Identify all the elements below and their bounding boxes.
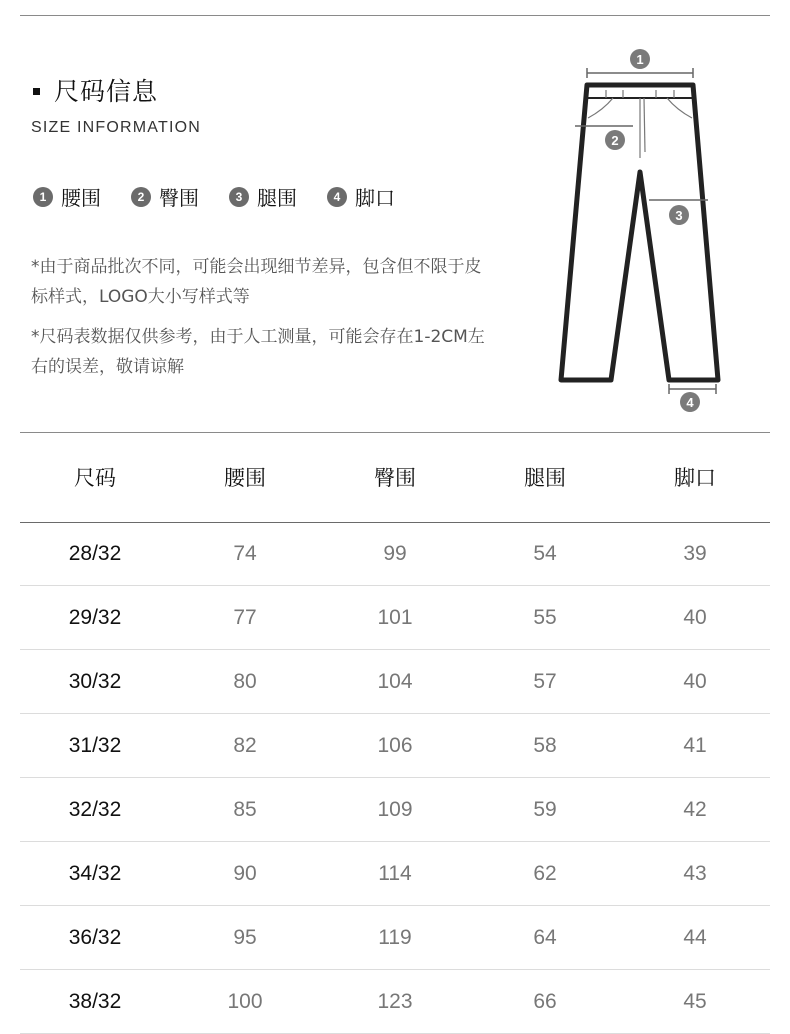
size-table bbox=[20, 432, 770, 1013]
hip-cell: 104 bbox=[377, 669, 413, 693]
table-header-row bbox=[20, 432, 770, 522]
page-subtitle: SIZE INFORMATION bbox=[31, 119, 202, 136]
marker-1-icon bbox=[630, 49, 650, 69]
waist-cell: 74 bbox=[233, 541, 257, 565]
table-row bbox=[20, 714, 770, 778]
hem-cell: 44 bbox=[683, 925, 707, 949]
title-block bbox=[33, 72, 158, 108]
hip-cell: 109 bbox=[377, 797, 413, 821]
number-badge: 3 bbox=[229, 187, 249, 207]
title-bullet bbox=[33, 88, 40, 95]
note-batch-difference: *由于商品批次不同，可能会出现细节差异，包含但不限于皮标样式，LOGO大小写样式等 bbox=[31, 257, 482, 307]
hip-cell: 106 bbox=[377, 733, 413, 757]
thigh-cell: 55 bbox=[533, 605, 557, 629]
table-row bbox=[20, 522, 770, 586]
size-cell: 38/32 bbox=[68, 989, 122, 1013]
legend-label: 腿围 bbox=[257, 186, 297, 210]
hem-cell: 40 bbox=[683, 669, 707, 693]
marker-3-label: 3 bbox=[675, 208, 683, 223]
table-row bbox=[20, 650, 770, 714]
hem-cell: 40 bbox=[683, 605, 707, 629]
waist-cell: 85 bbox=[233, 797, 257, 821]
top-divider bbox=[20, 15, 770, 16]
header-size: 尺码 bbox=[74, 466, 116, 490]
number-badge: 1 bbox=[33, 187, 53, 207]
hip-cell: 123 bbox=[377, 989, 413, 1013]
waist-cell: 90 bbox=[233, 861, 257, 885]
hem-cell: 45 bbox=[683, 989, 707, 1013]
thigh-cell: 54 bbox=[533, 541, 557, 565]
header-hem: 脚口 bbox=[674, 466, 716, 490]
header-hip: 臀围 bbox=[374, 466, 416, 490]
hem-cell: 43 bbox=[683, 861, 707, 885]
table-body bbox=[20, 522, 770, 1034]
pants-diagram bbox=[548, 40, 728, 420]
legend-label: 脚口 bbox=[355, 186, 395, 210]
number-badge: 2 bbox=[131, 187, 151, 207]
hem-cell: 41 bbox=[683, 733, 707, 757]
legend-label: 腰围 bbox=[61, 186, 101, 210]
legend-item-hem bbox=[327, 182, 395, 211]
marker-1-label: 1 bbox=[636, 52, 644, 67]
table-row bbox=[20, 778, 770, 842]
note-measurement-error: *尺码表数据仅供参考，由于人工测量，可能会存在1-2CM左右的误差，敬请谅解 bbox=[31, 327, 485, 377]
thigh-cell: 62 bbox=[533, 861, 557, 885]
thigh-cell: 57 bbox=[533, 669, 557, 693]
table-header-divider bbox=[20, 522, 770, 523]
size-cell: 36/32 bbox=[68, 925, 122, 949]
waist-cell: 77 bbox=[233, 605, 257, 629]
table-row bbox=[20, 906, 770, 970]
size-cell: 31/32 bbox=[68, 733, 122, 757]
thigh-cell: 66 bbox=[533, 989, 557, 1013]
header-thigh: 腿围 bbox=[524, 466, 566, 490]
table-row bbox=[20, 970, 770, 1034]
hip-cell: 99 bbox=[383, 541, 407, 565]
size-cell: 28/32 bbox=[68, 541, 122, 565]
waist-cell: 95 bbox=[233, 925, 257, 949]
waist-cell: 80 bbox=[233, 669, 257, 693]
thigh-cell: 64 bbox=[533, 925, 557, 949]
page-title: 尺码信息 bbox=[54, 77, 159, 106]
waist-cell: 82 bbox=[233, 733, 257, 757]
table-row bbox=[20, 586, 770, 650]
hip-cell: 101 bbox=[377, 605, 413, 629]
marker-4-icon bbox=[680, 392, 700, 412]
hip-cell: 114 bbox=[378, 861, 412, 885]
marker-2-label: 2 bbox=[611, 133, 619, 148]
header-waist: 腰围 bbox=[224, 466, 266, 490]
size-cell: 30/32 bbox=[68, 669, 122, 693]
notes-block bbox=[31, 252, 491, 392]
hem-cell: 39 bbox=[683, 541, 707, 565]
waist-cell: 100 bbox=[227, 989, 263, 1013]
legend-item-hip bbox=[131, 182, 199, 211]
table-row bbox=[20, 842, 770, 906]
marker-3-icon bbox=[669, 205, 689, 225]
hem-cell: 42 bbox=[683, 797, 707, 821]
marker-2-icon bbox=[605, 130, 625, 150]
thigh-cell: 58 bbox=[533, 733, 557, 757]
measurement-legend bbox=[33, 182, 425, 211]
legend-item-thigh bbox=[229, 182, 297, 211]
legend-label: 臀围 bbox=[159, 186, 199, 210]
marker-4-label: 4 bbox=[686, 395, 694, 410]
number-badge: 4 bbox=[327, 187, 347, 207]
size-cell: 29/32 bbox=[68, 605, 122, 629]
legend-item-waist bbox=[33, 182, 101, 211]
hip-cell: 119 bbox=[378, 925, 412, 949]
size-cell: 34/32 bbox=[68, 861, 122, 885]
size-cell: 32/32 bbox=[68, 797, 122, 821]
thigh-cell: 59 bbox=[533, 797, 557, 821]
